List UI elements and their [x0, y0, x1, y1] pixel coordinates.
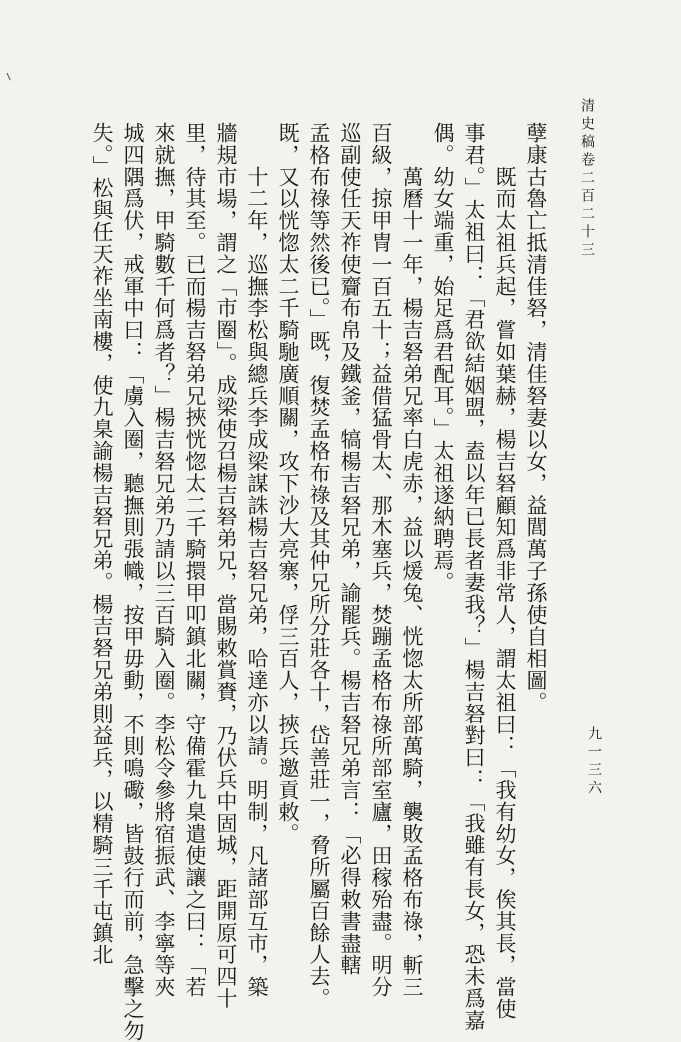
text-column: 失。」松與任天祚坐南樓，使九臬諭楊吉砮兄弟。楊吉砮兄弟則益兵，以精騎三千屯鎮北: [90, 122, 114, 966]
text-column: 偶。幼女端重，始足爲君配耳。」太祖遂納聘焉。: [431, 122, 455, 594]
text-column: 萬曆十一年，楊吉砮弟兄率白虎赤，益以煖兔、恍惚太所部萬騎，襲敗孟格布祿，斬三: [400, 122, 424, 998]
text-column: 既而太祖兵起，嘗如葉赫，楊吉砮顧知爲非常人，謂太祖曰：「我有幼女，俟其長，當使: [493, 122, 517, 1020]
text-column: 孽康古魯亡抵清佳砮，清佳砮妻以女，益閭萬子孫使自相圖。: [524, 122, 548, 714]
text-column: 里，待其至。已而楊吉砮弟兄挾恍惚太二千騎擐甲叩鎮北關，守備霍九臬遣使讓之曰：「若: [183, 122, 207, 998]
text-column: 來就撫，甲騎數千何爲者？」楊吉砮兄弟乃請以三百騎入圈。李松令參將宿振武、李寧等夾: [152, 122, 176, 998]
running-header: 清史稿卷二百二十三: [579, 98, 595, 260]
text-column: 城四隅爲伏，戒軍中曰：「虜入圈，聽撫則張幟，按甲毋動，不則鳴礮，皆鼓行而前，急擊之勿: [121, 122, 145, 1042]
text-column: 百級，掠甲冑一百五十；益借猛骨太、那木塞兵，焚蹦孟格布祿所部室廬，田稼殆盡。明分: [369, 122, 393, 998]
text-column: 事君。」太祖曰：「君欲結姻盟，盍以年已長者妻我？」楊吉砮對曰：「我雖有長女，恐未爲嘉: [462, 122, 486, 1032]
text-column: 十二年，巡撫李松與總兵李成梁謀誅楊吉砮兄弟，哈達亦以請。明制，凡諸部互市，築: [245, 122, 269, 998]
page-edge-mark: [6, 72, 13, 81]
text-column: 巡副使任天祚使齎布帛及鐵釜，犒楊吉砮兄弟，諭罷兵。楊吉砮兄弟言：「必得敕書盡轄: [338, 122, 362, 977]
page-number: 九一三六: [586, 726, 602, 798]
text-column: 牆規市場，謂之「市圈」。成梁使召楊吉砮弟兄，當賜敕賞賚，乃伏兵中固城，距開原可四十: [214, 122, 238, 1010]
text-column: 既，又以恍惚太二千騎馳廣順關，攻下沙大亮寨，俘三百人，挾兵邀貢敕。: [276, 122, 300, 845]
text-column: 孟格布祿等然後已。」既，復焚孟格布祿及其仲兄所分莊各十，岱善莊一，脅所屬百餘人去。: [307, 122, 331, 1010]
